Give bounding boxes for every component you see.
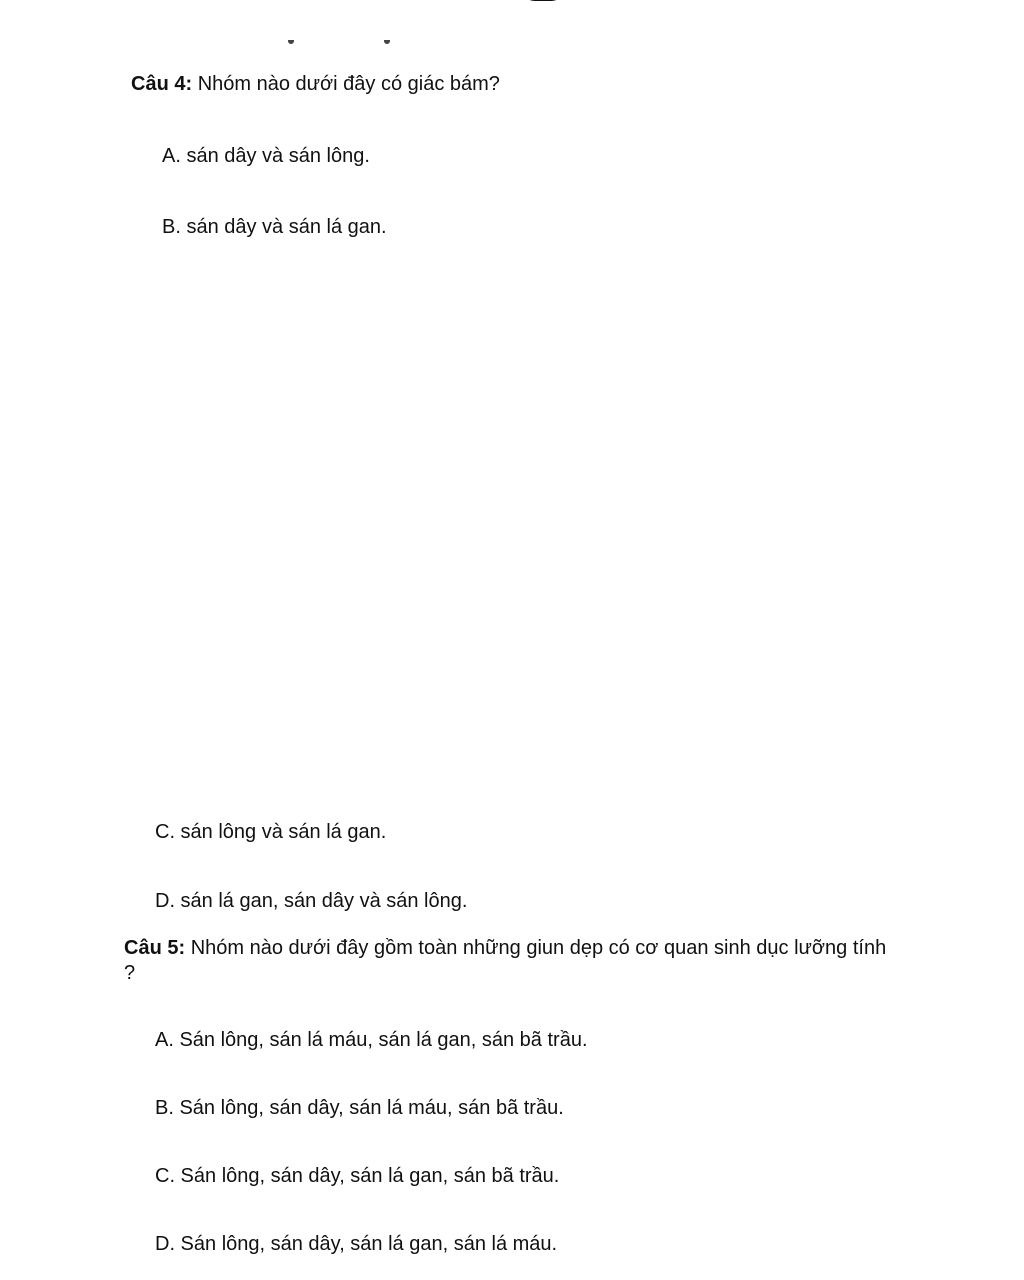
question-5-option-a: A. Sán lông, sán lá máu, sán lá gan, sán bã trầu.	[155, 1029, 588, 1051]
question-5-number: Câu 5:	[124, 937, 186, 959]
question-4-option-a: A. sán dây và sán lông.	[162, 145, 370, 167]
question-5-option-c: C. Sán lông, sán dây, sán lá gan, sán bã trầu.	[155, 1165, 560, 1187]
question-4-number: Câu 4:	[131, 73, 193, 95]
question-4-option-b: B. sán dây và sán lá gan.	[162, 216, 387, 238]
cropped-heading-fragment	[360, 0, 700, 8]
cropped-line-fragment	[280, 38, 400, 46]
question-4-text: Nhóm nào dưới đây có giác bám?	[197, 73, 500, 95]
question-5-text: Nhóm nào dưới đây gồm toàn những giun dẹp có cơ quan sinh dục lưỡng tính ?	[124, 937, 887, 984]
question-5-option-b: B. Sán lông, sán dây, sán lá máu, sán bã trầu.	[155, 1097, 564, 1119]
question-4-option-d: D. sán lá gan, sán dây và sán lông.	[155, 890, 468, 912]
question-5-prompt	[124, 936, 894, 986]
question-5-option-d: D. Sán lông, sán dây, sán lá gan, sán lá máu.	[155, 1233, 558, 1255]
question-4-option-c: C. sán lông và sán lá gan.	[155, 821, 387, 843]
question-4-prompt	[131, 72, 891, 97]
